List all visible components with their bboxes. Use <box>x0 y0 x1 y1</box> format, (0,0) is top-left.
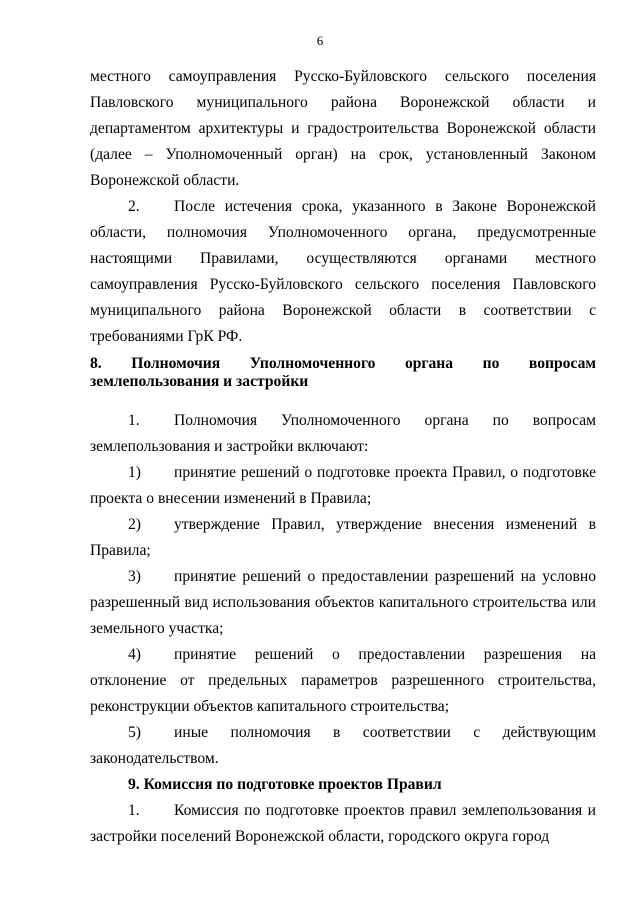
section-9-paragraph-1 <box>90 798 596 850</box>
document-body <box>90 64 596 850</box>
paragraph-text: Полномочия Уполномоченного органа по вопросам землепользования и застройки включают: <box>90 412 596 455</box>
section-9-heading: 9. Комиссия по подготовке проектов Правил <box>128 776 442 793</box>
paragraph-number: 1. <box>128 802 140 819</box>
list-item-text: принятие решений о предоставлении разрешения на отклонение от предельных параметров разрешенного строительства, реконструкции объектов капитального строительства; <box>90 646 596 715</box>
list-item-1 <box>90 460 596 512</box>
list-item-number: 3) <box>128 568 141 585</box>
list-item-number: 1) <box>128 464 141 481</box>
list-item-text: принятие решений о подготовке проекта Правил, о подготовке проекта о внесении изменений в Правила; <box>90 464 596 507</box>
list-item-number: 5) <box>128 724 141 741</box>
section-8-paragraph-1 <box>90 408 596 460</box>
list-item-number: 4) <box>128 646 141 663</box>
paragraph-text: Комиссия по подготовке проектов правил землепользования и застройки поселений Воронежской области, городского округа город <box>90 802 596 845</box>
list-item-text: иные полномочия в соответствии с действующим законодательством. <box>90 724 596 767</box>
list-item-4 <box>90 642 596 720</box>
paragraph-authority-transfer: местного самоуправления Русско-Буйловского сельского поселения Павловского муниципального района Воронежской области и департаментом архитектуры и градостроительства Воронежской области (далее – Уполномоченный орган) на срок, установленный Законом Воронежской области. <box>90 68 596 189</box>
list-item-5 <box>90 720 596 772</box>
list-item-3 <box>90 564 596 642</box>
section-8-heading: 8. Полномочия Уполномоченного органа по вопросам землепользования и застройки <box>90 355 596 390</box>
list-item-text: принятие решений о предоставлении разрешений на условно разрешенный вид использования объектов капитального строительства или земельного участка; <box>90 568 596 637</box>
paragraph-2 <box>90 194 596 350</box>
paragraph-number: 1. <box>128 412 140 429</box>
paragraph-number: 2. <box>128 198 140 215</box>
list-item-text: утверждение Правил, утверждение внесения изменений в Правила; <box>90 516 596 559</box>
paragraph-text: После истечения срока, указанного в Законе Воронежской области, полномочия Уполномоченного органа, предусмотренные настоящими Правилами, осуществляются органами местного самоуправления Русско-Буйловского сельского поселения Павловского муниципального района Воронежской области в соответствии с требованиями ГрК РФ. <box>90 198 596 345</box>
page-number: 6 <box>316 33 324 48</box>
list-item-2 <box>90 512 596 564</box>
list-item-number: 2) <box>128 516 141 533</box>
